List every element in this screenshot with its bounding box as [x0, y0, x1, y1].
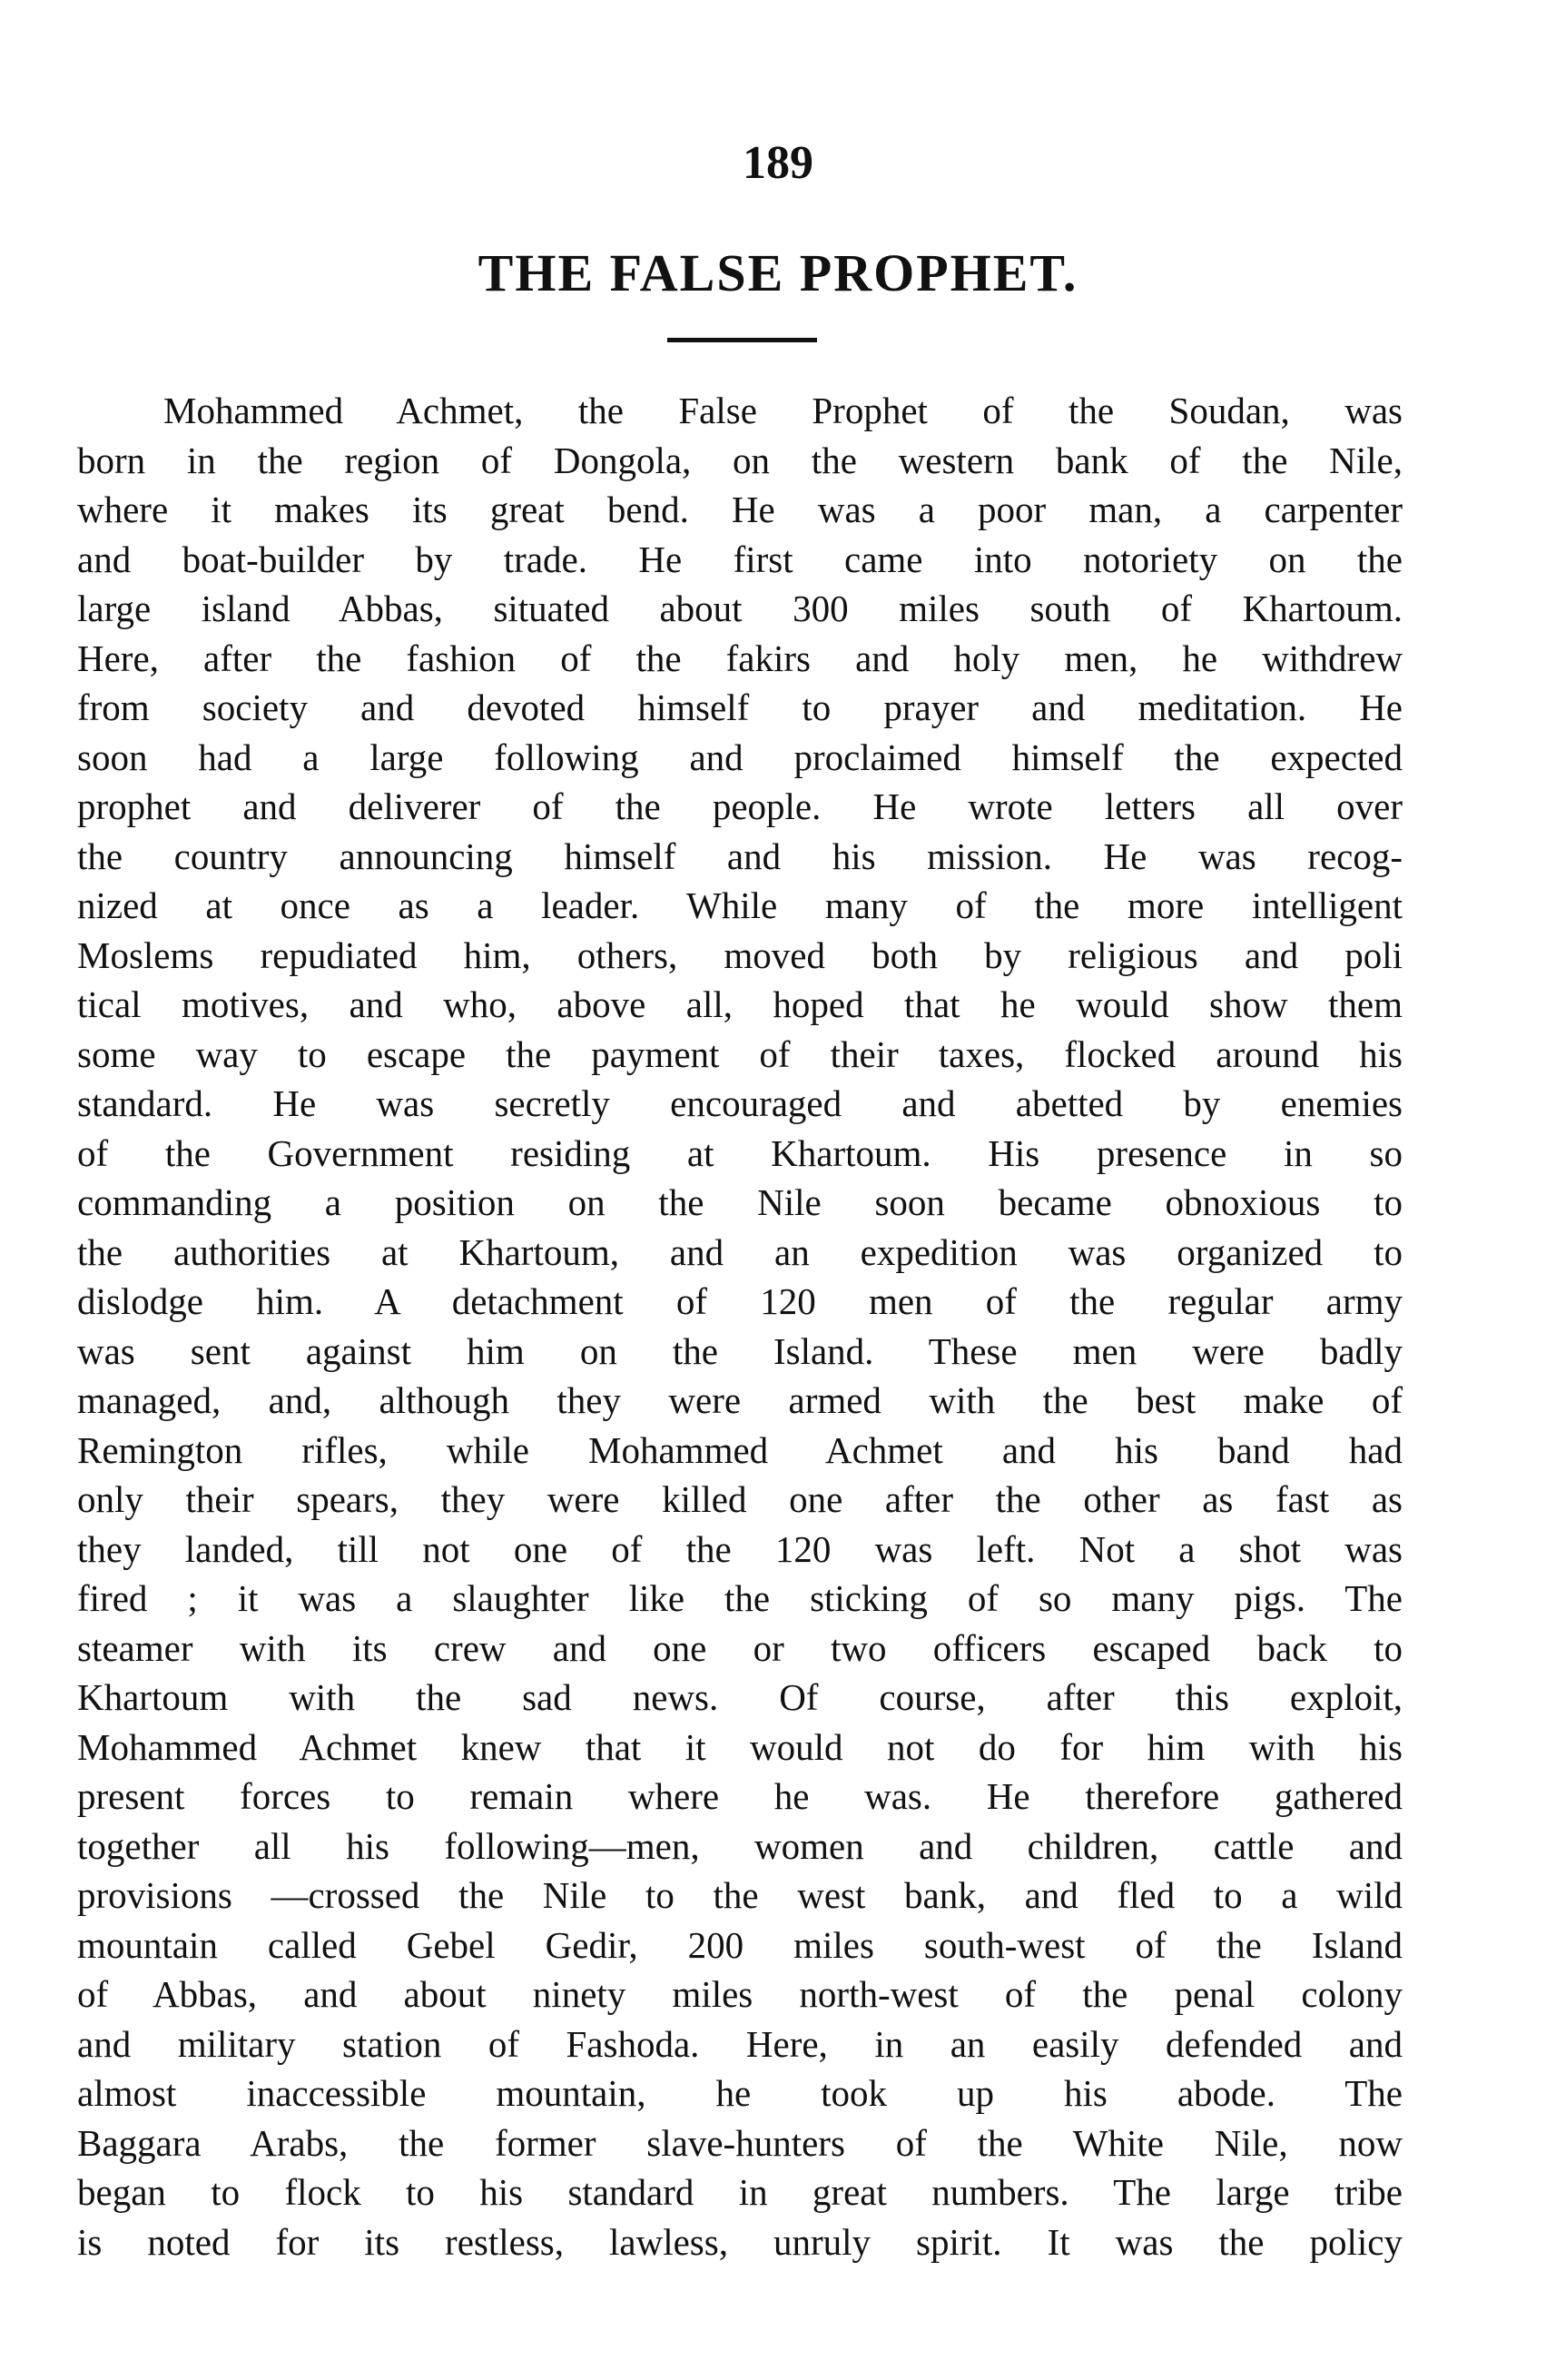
text-line: mountain called Gebel Gedir, 200 miles south-west of the Island — [77, 1923, 1403, 1966]
text-line: tical motives, and who, above all, hoped that he would show them — [77, 983, 1403, 1025]
text-line: Khartoum with the sad news. Of course, after this exploit, — [77, 1676, 1403, 1718]
text-line: Here, after the fashion of the fakirs and holy men, he withdrew — [77, 637, 1403, 679]
text-line: began to flock to his standard in great numbers. The large tribe — [77, 2171, 1403, 2213]
text-line: born in the region of Dongola, on the western bank of the Nile, — [77, 439, 1403, 481]
text-line: only their spears, they were killed one after the other as fast as — [77, 1478, 1403, 1520]
text-line: managed, and, although they were armed with the best make of — [77, 1379, 1403, 1421]
text-line: prophet and deliverer of the people. He wrote letters all over — [77, 785, 1403, 827]
text-line: dislodge him. A detachment of 120 men of the regular army — [77, 1280, 1403, 1322]
text-line: provisions —crossed the Nile to the west bank, and fled to a wild — [77, 1874, 1403, 1916]
text-line: and military station of Fashoda. Here, in an easily defended and — [77, 2022, 1403, 2065]
text-line: soon had a large following and proclaimed himself the expected — [77, 736, 1403, 778]
text-line: is noted for its restless, lawless, unruly spirit. It was the policy — [77, 2220, 1403, 2263]
text-line: standard. He was secretly encouraged and abetted by enemies — [77, 1082, 1403, 1124]
text-line: was sent against him on the Island. These men were badly — [77, 1329, 1403, 1372]
text-line: of Abbas, and about ninety miles north-west of the penal colony — [77, 1973, 1403, 2015]
text-line: where it makes its great bend. He was a poor man, a carpenter — [77, 489, 1403, 530]
text-line: of the Government residing at Khartoum. His presence in so — [77, 1131, 1403, 1174]
text-line: almost inaccessible mountain, he took up his abode. The — [77, 2072, 1403, 2114]
text-line: some way to escape the payment of their taxes, flocked around his — [77, 1032, 1403, 1075]
text-line: Mohammed Achmet, the False Prophet of the Soudan, was — [163, 390, 1403, 431]
text-line: present forces to remain where he was. He therefore gathered — [77, 1775, 1403, 1817]
text-line: together all his following—men, women and children, cattle and — [77, 1824, 1403, 1867]
text-line: Remington rifles, while Mohammed Achmet and his band had — [77, 1428, 1403, 1471]
page-number: 189 — [743, 137, 813, 189]
text-line: steamer with its crew and one or two officers escaped back to — [77, 1626, 1403, 1669]
text-line: they landed, till not one of the 120 was left. Not a shot was — [77, 1527, 1403, 1570]
text-line: the authorities at Khartoum, and an expedition was organized to — [77, 1230, 1403, 1273]
text-line: Baggara Arabs, the former slave-hunters of the White Nile, now — [77, 2121, 1403, 2164]
text-line: fired ; it was a slaughter like the sticking of so many pigs. The — [77, 1577, 1403, 1619]
text-line: large island Abbas, situated about 300 miles south of Khartoum. — [77, 588, 1403, 629]
title-divider — [667, 338, 817, 342]
chapter-title: THE FALSE PROPHET. — [478, 243, 1078, 302]
text-line: the country announcing himself and his mission. He was recog- — [77, 834, 1403, 877]
text-line: commanding a position on the Nile soon became obnoxious to — [77, 1181, 1403, 1223]
text-line: Mohammed Achmet knew that it would not do for him with his — [77, 1725, 1403, 1768]
text-line: and boat-builder by trade. He first came into notoriety on the — [77, 538, 1403, 580]
text-line: Moslems repudiated him, others, moved both by religious and poli — [77, 933, 1403, 976]
body-text — [77, 386, 1403, 2266]
text-line: from society and devoted himself to prayer and meditation. He — [77, 686, 1403, 728]
text-line: nized at once as a leader. While many of the more intelligent — [77, 884, 1403, 926]
